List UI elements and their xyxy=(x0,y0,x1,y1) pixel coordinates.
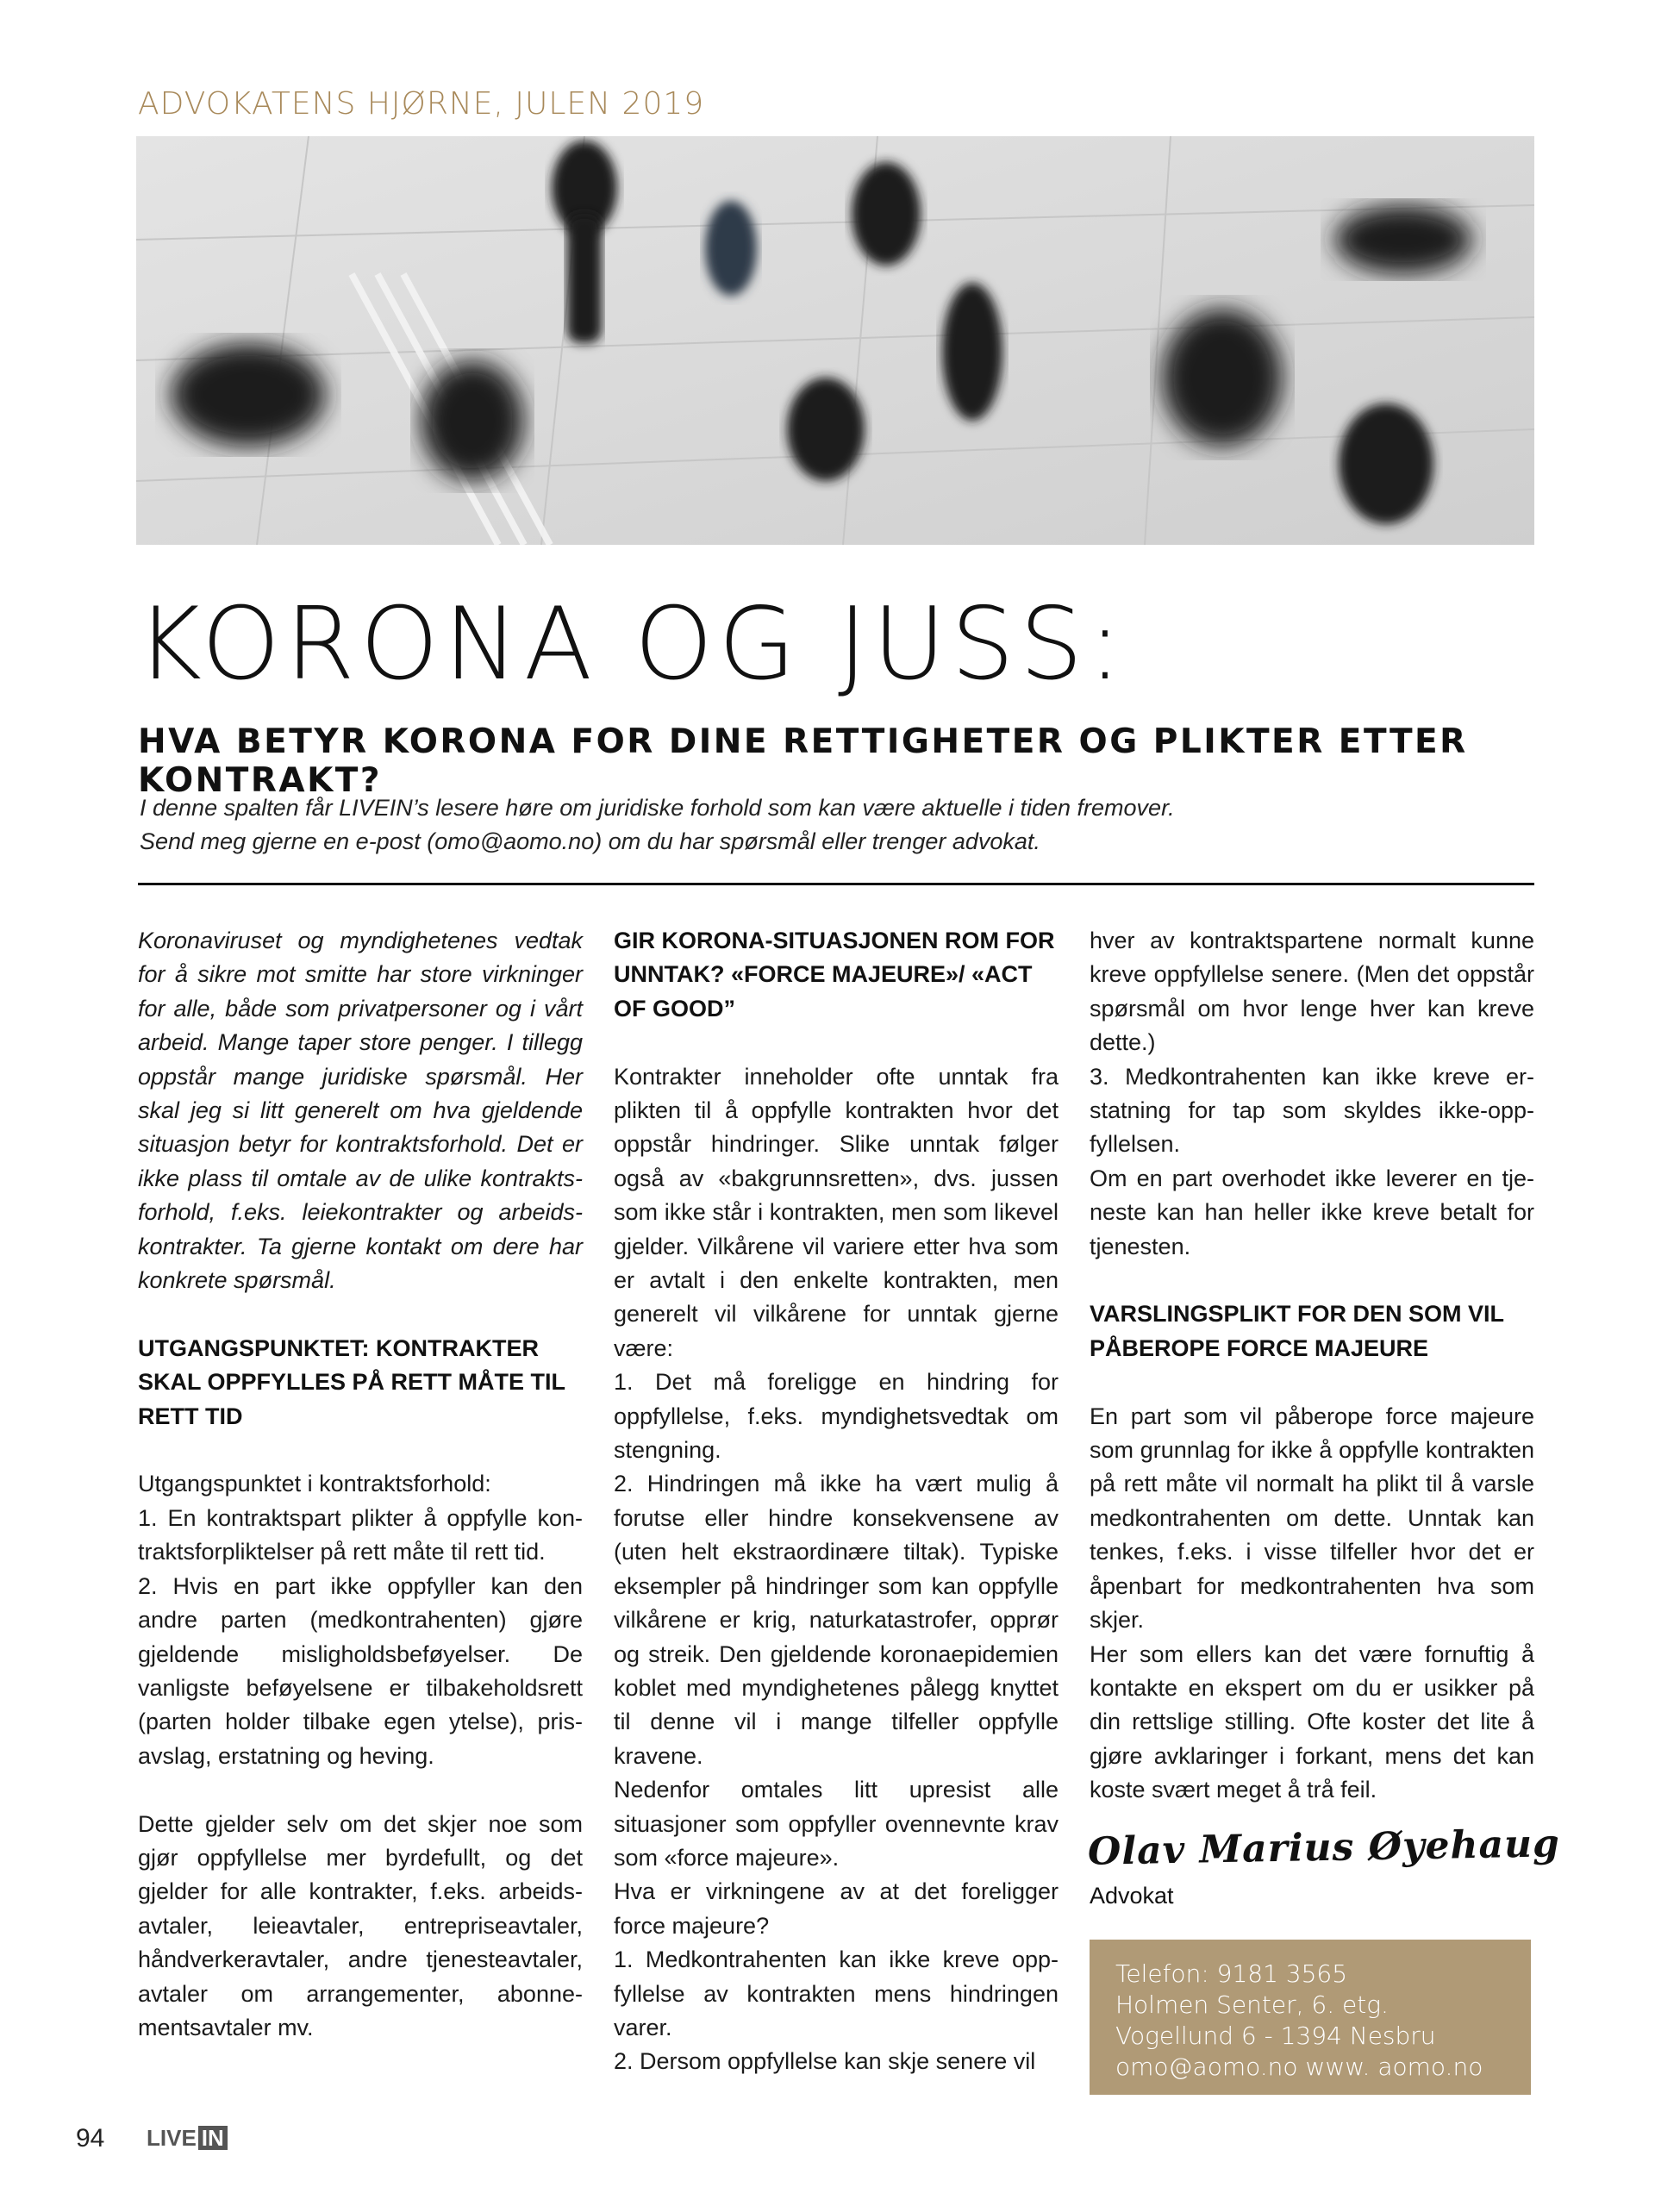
paragraph: Kontrakter inneholder ofte unntak fra plikten til å oppfylle kontrakten hvor det oppstår hindringer. Slike unntak følger også av «bakgrunnsretten», dvs. jussen som ikke står i kontrakten, men som likevel gjelder. Vilkårene vil variere etter hva som er avtalt i den enkelte kontrakten, men generelt vil vilkårene for unntak gjerne være: xyxy=(614,1063,1059,1361)
article-subtitle: HVA BETYR KORONA FOR DINE RETTIGHETER OG PLIKTER ETTER KONTRAKT? xyxy=(138,722,1468,800)
logo-box-text: IN xyxy=(198,2126,228,2150)
paragraph: 1. Det må foreligge en hindring for oppfyllelse, f.eks. myndighetsvedtak om stengning. xyxy=(614,1369,1059,1464)
section-heading: UTGANGSPUNKTET: KONTRAKTER SKAL OPPFYLLES PÅ RETT MÅTE TIL RETT TID xyxy=(138,1334,565,1429)
paragraph: 1. Medkontrahenten kan ikke kreve oppfyllelse av kontrakten mens hindringen varer. xyxy=(614,1946,1059,2040)
column-2 xyxy=(614,924,1059,2079)
logo-text: LIVE xyxy=(147,2124,197,2151)
article-intro xyxy=(140,791,1519,859)
paragraph: Dette gjelder selv om det skjer noe som gjør oppfyllelse mer byrdefullt, og det gjelder for alle kontrakter, f.eks. arbeidsavtaler, leieavtaler, entrepriseavtaler, håndverkeravtaler, andre tjenesteavtaler, avtaler om arrangementer, abonnementsavtaler mv. xyxy=(138,1810,583,2040)
paragraph: Nedenfor omtales litt upresist alle situasjoner som oppfyller ovennevnte krav som «force majeure». xyxy=(614,1777,1059,1871)
author-title: Advokat xyxy=(1090,1883,1174,1909)
author-signature: Olav Marius Øyehaug xyxy=(1087,1821,1561,1874)
paragraph: 1. En kontraktspart plikter å oppfylle kontraktsforpliktelser på rett måte til rett tid. xyxy=(138,1504,583,1565)
contact-address-2: Vogellund 6 - 1394 Nesbru xyxy=(1115,2021,1436,2050)
page-number: 94 xyxy=(76,2124,105,2153)
divider xyxy=(138,883,1534,885)
lead-paragraph: Koronaviruset og myndighetenes vedtak for å sikre mot smitte har store virkninger for alle, både som privatpersoner og i vårt arbeid. Mange taper store penger. I tillegg oppstår mange juridiske spørsmål. Her skal jeg si litt generelt om hva gjeldende situasjon betyr for kontraktsforhold. Det er ikke plass til omtale av de ulike kontraktsforhold, f.eks. leiekontrakter og arbeidskontrakter. Ta gjerne kontakt om dere har konkrete spørsmål. xyxy=(138,928,583,1294)
intro-line-2: Send meg gjerne en e-post (omo@aomo.no) om du har spørsmål eller trenger advokat. xyxy=(140,828,1040,854)
intro-line-1: I denne spalten får LIVEIN’s lesere høre om juridiske forhold som kan være aktuelle i tiden fremover. xyxy=(140,795,1175,821)
paragraph: 2. Hindringen må ikke ha vært mulig å forutse eller hindre konsekvensene av (uten helt ekstraordinære tiltak). Typiske eksempler på hindringer som kan oppfylle vilkårene er krig, naturkatastrofer, opprør og streik. Den gjeldende koronaepidemien koblet med myndighetenes pålegg knyttet til denne vil i mange tilfeller oppfylle kravene. xyxy=(614,1471,1059,1769)
paragraph: hver av kontraktspartene normalt kunne kreve oppfyllelse senere. (Men det oppstår spørsmål om hvor lenge hver kan kreve dette.) xyxy=(1090,928,1534,1056)
paragraph: 2. Hvis en part ikke oppfyller kan den andre parten (medkontrahenten) gjøre gjeldende misligholdsbeføyelser. De vanligste beføyelsene er tilbakeholdsrett (parten holder tilbake egen ytelse), prisavslag, erstatning og heving. xyxy=(138,1572,583,1769)
section-heading: GIR KORONA-SITUASJONEN ROM FOR UNNTAK? «FORCE MAJEURE»/ «ACT OF GOOD” xyxy=(614,928,1055,1022)
paragraph: 3. Medkontrahenten kan ikke kreve erstatning for tap som skyldes ikke-oppfyllelsen. xyxy=(1090,1063,1534,1158)
article-title: KORONA OG JUSS: xyxy=(136,586,1127,703)
paragraph: 2. Dersom oppfyllelse kan skje senere vil xyxy=(614,2048,1036,2075)
hero-photo xyxy=(136,136,1534,545)
section-kicker: ADVOKATENS HJØRNE, JULEN 2019 xyxy=(138,86,705,122)
crowd-photo-illustration xyxy=(136,136,1534,545)
paragraph: Her som ellers kan det være fornuftig å kontakte en ekspert om du er usikker på din rettslige stilling. Ofte koster det lite å gjøre avklaringer i forkant, mens det kan koste svært meget å trå feil. xyxy=(1090,1640,1534,1803)
paragraph: Om en part overhodet ikke leverer en tjeneste kan han heller ikke kreve betalt for tjenesten. xyxy=(1090,1165,1534,1259)
contact-web[interactable]: omo@aomo.no www. aomo.no xyxy=(1115,2053,1483,2081)
paragraph: Hva er virkningene av at det foreligger force majeure? xyxy=(614,1878,1059,1939)
contact-phone: Telefon: 9181 3565 xyxy=(1115,1959,1348,1988)
livein-logo xyxy=(147,2126,228,2150)
paragraph: En part som vil påberope force majeure som grunnlag for ikke å oppfylle kontrakten på rett måte vil normalt ha plikt til å varsle medkontrahenten om dette. Unntak kan tenkes, f.eks. i visse tilfeller hvor det er åpenbart for medkontrahenten hva som skjer. xyxy=(1090,1403,1534,1634)
column-1 xyxy=(138,924,583,2045)
column-3 xyxy=(1090,924,1534,1808)
section-heading: VARSLINGSPLIKT FOR DEN SOM VIL PÅBEROPE FORCE MAJEURE xyxy=(1090,1301,1504,1361)
contact-box xyxy=(1090,1940,1531,2095)
contact-address-1: Holmen Senter, 6. etg. xyxy=(1115,1990,1389,2019)
paragraph: Utgangspunktet i kontraktsforhold: xyxy=(138,1471,491,1497)
